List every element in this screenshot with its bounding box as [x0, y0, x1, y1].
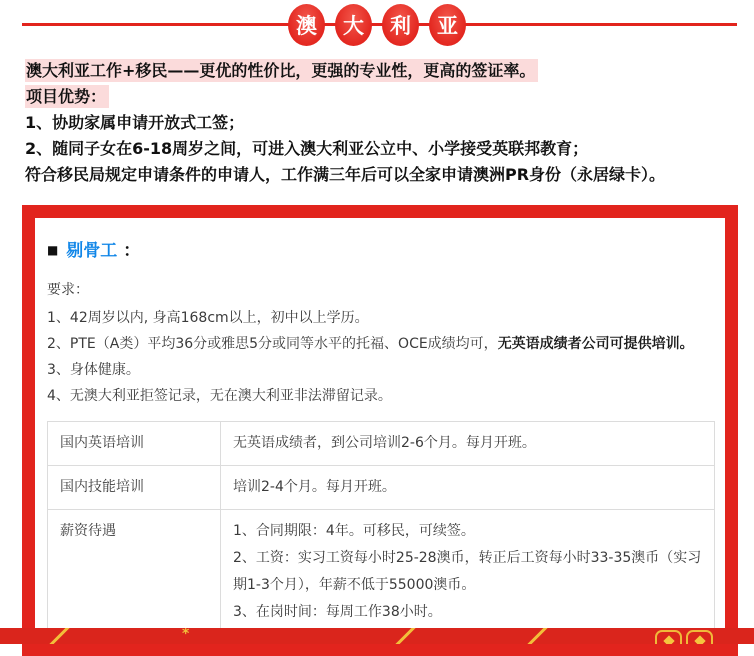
content-line: 培训2-4个月。每月开班。 — [233, 479, 396, 495]
advantage-line-1: 1、协助家属申请开放式工签； — [25, 113, 245, 132]
table-row-english-training — [48, 422, 715, 466]
job-title-colon: ： — [123, 241, 141, 261]
subhead: 项目优势： — [25, 85, 109, 108]
lantern-icon — [655, 630, 682, 644]
requirement-text: 1、42周岁以内, 身高168cm以上，初中以上学历。 — [47, 310, 369, 326]
title-circle-ya: 亚 — [429, 4, 466, 46]
subhead-row — [25, 84, 734, 110]
content-line: 3、在岗时间：每周工作38小时。 — [233, 604, 442, 620]
headline-row — [25, 58, 734, 84]
square-bullet-icon: ■ — [47, 243, 59, 257]
requirement-3 — [47, 357, 715, 383]
content-line: 2、工资：实习工资每小时25-28澳币，转正后工资每小时33-35澳币（实习期1-3个月），年薪不低于55000澳币。 — [233, 550, 702, 593]
requirement-text: 2、PTE（A类）平均36分或雅思5分或同等水平的托福、OCE成绩均可， — [47, 336, 498, 352]
job-box — [22, 205, 738, 656]
table-row-salary — [48, 510, 715, 635]
gold-ribbon-icon — [392, 628, 420, 644]
sparkle-icon: * — [182, 628, 190, 642]
requirement-bold: 无英语成绩者公司可提供培训。 — [497, 336, 694, 352]
title-circles — [288, 4, 466, 46]
job-title — [47, 236, 715, 261]
job-title-text: 剔骨工 — [66, 241, 118, 261]
requirement-4 — [47, 383, 715, 409]
lantern-diamond — [694, 635, 705, 644]
title-circle-da: 大 — [335, 4, 372, 46]
requirement-1 — [47, 305, 715, 331]
advantage-line-2: 2、随同子女在6-18周岁之间，可进入澳大利亚公立中、小学接受英联邦教育； — [25, 139, 589, 158]
requirement-text: 4、无澳大利亚拒签记录，无在澳大利亚非法滞留记录。 — [47, 388, 392, 404]
gold-ribbon-icon — [524, 628, 552, 644]
festive-footer-strip — [0, 628, 754, 644]
title-circle-ao: 澳 — [288, 4, 325, 46]
lantern-diamond — [663, 635, 674, 644]
requirement-2 — [47, 331, 715, 357]
advantage-line-3: 符合移民局规定申请条件的申请人，工作满三年后可以全家申请澳洲PR身份（永居绿卡）。 — [25, 165, 666, 184]
row-content — [221, 466, 715, 510]
row-label: 薪资待遇 — [48, 510, 221, 635]
gold-ribbon-icon — [46, 628, 74, 644]
row-label: 国内英语培训 — [48, 422, 221, 466]
row-content — [221, 510, 715, 635]
content-line: 1、合同期限：4年。可移民，可续签。 — [233, 523, 475, 539]
requirement-text: 3、身体健康。 — [47, 362, 140, 378]
headline: 澳大利亚工作+移民——更优的性价比，更强的专业性，更高的签证率。 — [25, 59, 538, 82]
row-content — [221, 422, 715, 466]
row-label: 国内技能培训 — [48, 466, 221, 510]
intro-section — [0, 52, 754, 188]
header-banner — [0, 0, 754, 52]
content-line: 无英语成绩者，到公司培训2-6个月。每月开班。 — [233, 435, 536, 451]
lantern-icon — [686, 630, 713, 644]
requirements-label: 要求： — [47, 282, 89, 298]
table-row-skill-training — [48, 466, 715, 510]
info-table — [47, 421, 715, 635]
title-circle-li: 利 — [382, 4, 419, 46]
